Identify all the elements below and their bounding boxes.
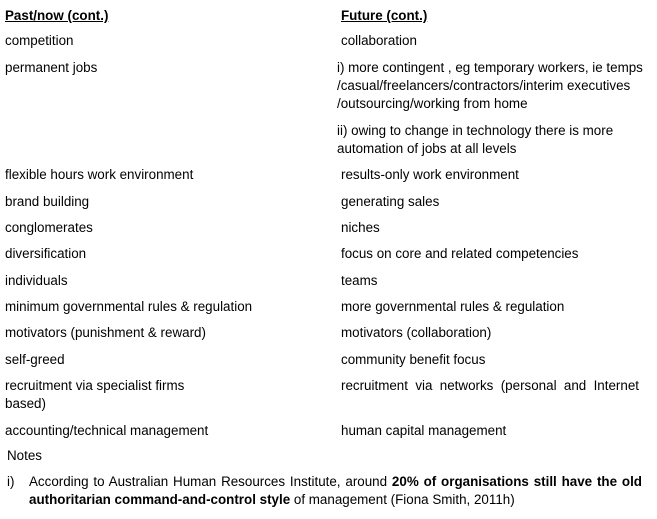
future-item-motivators-collaboration: motivators (collaboration): [341, 325, 492, 340]
note-text-highlight-2: authoritarian command-and-control style: [29, 492, 291, 507]
future-item-human-capital: human capital management: [341, 423, 507, 438]
past-item-individuals: individuals: [5, 273, 68, 288]
future-item-teams: teams: [341, 273, 378, 288]
future-item-contingent-line2: /casual/freelancers/contractors/interim executives: [337, 78, 631, 93]
note-text-intro: According to Australian Human Resources Institute, around: [29, 474, 392, 489]
future-item-core-competencies: focus on core and related competencies: [341, 246, 579, 261]
note-line-2: [29, 491, 642, 509]
future-item-community-benefit: community benefit focus: [341, 352, 486, 367]
future-item-results-only: results-only work environment: [341, 167, 519, 182]
past-item-flexible-hours: flexible hours work environment: [5, 167, 194, 182]
future-item-automation-line1: ii) owing to change in technology there is more: [337, 123, 614, 138]
past-item-accounting-management: accounting/technical management: [5, 423, 209, 438]
future-column-header: Future (cont.): [341, 8, 428, 23]
future-item-automation-line2: automation of jobs at all levels: [337, 141, 517, 156]
past-item-brand-building: brand building: [5, 194, 90, 209]
note-text: [29, 473, 642, 509]
past-item-permanent-jobs: permanent jobs: [5, 60, 98, 75]
future-item-niches: niches: [341, 220, 380, 235]
future-item-contingent-line3: /outsourcing/working from home: [337, 96, 528, 111]
past-item-recruitment-line2: based): [5, 396, 46, 411]
future-item-more-regulation: more governmental rules & regulation: [341, 299, 565, 314]
past-item-minimum-regulation: minimum governmental rules & regulation: [5, 299, 253, 314]
future-item-generating-sales: generating sales: [341, 194, 440, 209]
past-item-recruitment-line1: recruitment via specialist firms: [5, 378, 185, 393]
note-line-1: [29, 473, 642, 491]
past-item-competition: competition: [5, 33, 74, 48]
future-item-contingent-line1: i) more contingent , eg temporary workers, ie temps: [337, 60, 643, 75]
future-item-collaboration: collaboration: [341, 33, 417, 48]
past-item-self-greed: self-greed: [5, 352, 65, 367]
past-item-conglomerates: conglomerates: [5, 220, 93, 235]
note-text-highlight: 20% of organisations still have the old: [391, 474, 642, 489]
notes-heading: Notes: [7, 448, 42, 463]
past-item-diversification: diversification: [5, 246, 87, 261]
future-item-recruitment-networks: recruitment via networks (personal and Internet: [341, 378, 639, 393]
past-item-motivators-punishment: motivators (punishment & reward): [5, 325, 206, 340]
past-column-header: Past/now (cont.): [5, 8, 109, 23]
note-text-citation: of management (Fiona Smith, 2011h): [290, 492, 515, 507]
note-number: i): [7, 474, 15, 489]
